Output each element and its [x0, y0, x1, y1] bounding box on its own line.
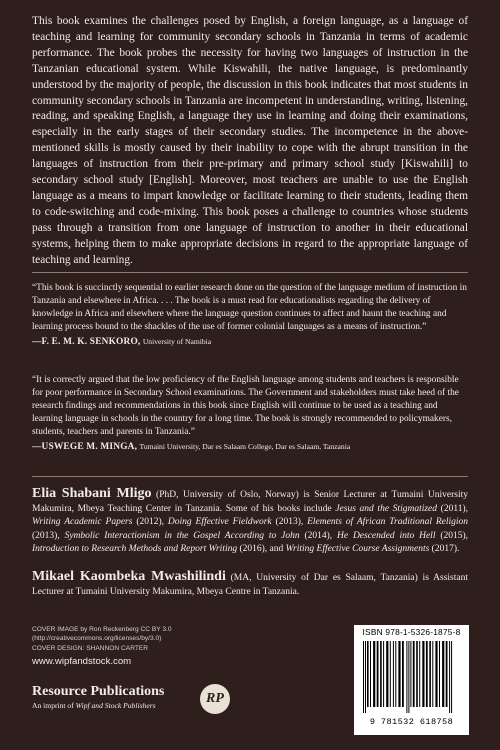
author-bio-2	[32, 570, 468, 599]
author-credentials: (MA, University of Dar es Salaam, Tanzania) is Assistant Lecturer at Tumaini University Makumira, Mbeya Centre in Tanzania.	[32, 573, 468, 597]
barcode-bar	[365, 641, 366, 713]
license-link: (http://creativecommons.org/licenses/by/3.0)	[32, 634, 162, 642]
barcode-bar	[416, 641, 418, 707]
barcode-bar	[422, 641, 424, 707]
barcode-bar	[393, 641, 394, 707]
review-1	[32, 282, 468, 349]
publisher-imprint	[32, 700, 292, 711]
publisher-name: Resource Publications	[32, 684, 165, 699]
book-title: Symbolic Interactionism in the Gospel According to John	[64, 530, 300, 541]
reviewer-name: —USWEGE M. MINGA,	[32, 441, 138, 452]
review-2	[32, 374, 468, 453]
book-year: (2014),	[304, 530, 333, 541]
barcode-bar	[383, 641, 384, 707]
publisher-website: www.wipfandstock.com	[32, 655, 132, 667]
barcode-bar	[413, 641, 415, 707]
barcode-bar	[419, 641, 420, 707]
review-quote: “This book is succinctly sequential to earlier research done on the question of the language medium of instruction in Tanzania and elsewhere in Africa. . . . The book is a must read for educationalists regarding the delivery of knowledge in Africa and elsewhere where the language question continues to affect and haunt the teaching and learning process bound to the shackles of the use of former colonial languages as a means of instruction.”	[32, 283, 467, 332]
publisher-block	[32, 684, 292, 711]
barcode-bar	[442, 641, 444, 707]
barcode-bar	[429, 641, 431, 707]
barcode-panel	[354, 625, 469, 735]
reviewer-name: —F. E. M. K. SENKORO,	[32, 336, 141, 347]
imprint-prefix: An imprint of	[32, 701, 74, 710]
rp-logo-icon: RP	[200, 684, 230, 714]
barcode-bar	[373, 641, 375, 707]
review-quote: “It is correctly argued that the low proficiency of the English language among students and teachers is responsible for poor performance in Secondary School examinations. The Government and stakeholders must take heed of the research findings and recommendations in this book since English will continue to be used as a teaching and learning language in schools in the country for a long time. The book is strongly recommended to policymakers, students, teachers and parents in Tanzania.”	[32, 375, 459, 437]
divider	[32, 272, 468, 273]
cover-design-credit: COVER DESIGN: SHANNON CARTER	[32, 645, 149, 653]
book-description: This book examines the challenges posed by English, a foreign language, as a language of teaching and learning for community secondary schools in Tanzania in terms of academic performance. The book probes the necessity for having two languages of instruction in the Tanzanian educational system. While Kiswahili, the native language, is predominantly understood by the majority of people, the discussion in this book indicates that most students in community secondary schools in Tanzania are incompetent in understanding, writing, listening, reading, and speaking English, a language they use in learning and doing their examinations, especially in the early stages of their secondary studies. The incompetence in the above-mentioned skills is mostly caused by their inability to cope with the abrupt transition in the languages of instruction from their pre-primary and primary school study [Kiswahili] to secondary school study [English]. Moreover, most teachers are unable to use the English language as a means to impart knowledge or facilitate learning to their students, leading them to code-switching and code-mixing. This book poses a challenge to countries whose students pass through a transition from one language of instruction to another in their educational systems, helping them to make appropriate decisions in regard to the appropriate language of teaching and learning.	[32, 15, 468, 266]
barcode-digits: 9 781532 618758	[369, 717, 454, 727]
barcode-bar	[402, 641, 404, 707]
book-title: Doing Effective Fieldwork	[167, 517, 272, 528]
book-title: Elements of African Traditional Religion	[307, 517, 469, 528]
barcode-bar	[410, 641, 411, 707]
reviewer	[32, 441, 468, 454]
barcode-bar	[395, 641, 396, 707]
author-name: Mikael Kaombeka Mwashilindi	[32, 569, 226, 584]
barcode-bar	[363, 641, 364, 713]
barcode-bar	[446, 641, 448, 707]
cover-image-credit: COVER IMAGE by Ron Reckenberg CC BY 3.0	[32, 626, 172, 633]
isbn-label: ISBN 978-1-5326-1875-8	[362, 627, 461, 637]
author-name: Elia Shabani Mligo	[32, 486, 152, 501]
barcode-bar	[386, 641, 388, 707]
author-bio-1	[32, 487, 468, 557]
barcode-bar	[435, 641, 437, 707]
barcode-icon	[361, 641, 462, 713]
book-year: (2012),	[136, 517, 165, 528]
cover-credits	[32, 626, 282, 666]
book-year: (2013),	[275, 517, 304, 528]
book-title: He Descended into Hell	[337, 530, 436, 541]
barcode-bar	[398, 641, 400, 707]
book-year: (2013),	[32, 530, 60, 541]
book-title: Writing Academic Papers	[32, 517, 133, 528]
barcode-bar	[426, 641, 428, 707]
reviewer-affiliation: University of Namibia	[142, 336, 212, 346]
book-year: (2016), and	[239, 544, 284, 555]
barcode-bar	[439, 641, 440, 707]
reviewer	[32, 336, 468, 349]
book-year: (2015),	[440, 530, 469, 541]
book-title: Jesus and the Stigmatized	[335, 503, 438, 514]
barcode-bar	[451, 641, 452, 713]
barcode-bar	[432, 641, 433, 707]
barcode-bar	[380, 641, 382, 707]
barcode-bar	[390, 641, 391, 707]
book-year: (2011),	[440, 503, 469, 514]
barcode-bar	[377, 641, 379, 707]
divider	[32, 476, 468, 477]
reviewer-affiliation: Tumaini University, Dar es Salaam College, Dar es Salaam, Tanzania	[139, 441, 351, 451]
author-credentials: (PhD, University of Oslo, Norway) is Senior Lecturer at Tumaini University Makumira, Mbeya Teaching Center in Tanzania. Some of his books include	[32, 490, 468, 514]
barcode-bar	[370, 641, 371, 707]
book-title: Introduction to Research Methods and Report Writing	[32, 544, 238, 555]
barcode-bar	[408, 641, 409, 713]
imprint-name: Wipf and Stock Publishers	[75, 701, 156, 710]
barcode-bar	[449, 641, 450, 713]
barcode-bar	[406, 641, 407, 713]
book-year: (2017).	[431, 544, 460, 555]
barcode-bar	[367, 641, 369, 707]
book-title: Writing Effective Course Assignments	[285, 544, 430, 555]
